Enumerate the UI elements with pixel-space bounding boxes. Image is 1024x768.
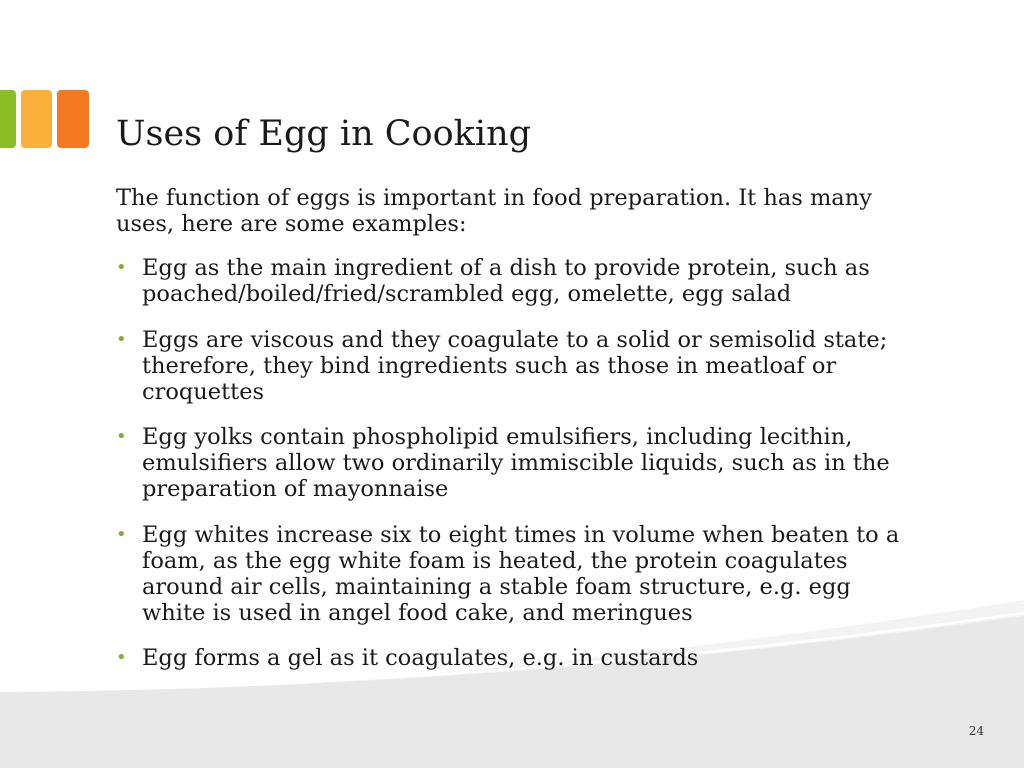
bullet-text: Egg forms a gel as it coagulates, e.g. in custards	[142, 645, 699, 671]
accent-block-yellow	[21, 90, 52, 148]
slide-title: Uses of Egg in Cooking	[116, 114, 532, 154]
page-number: 24	[968, 724, 984, 738]
slide-content	[116, 185, 916, 691]
bullet-item	[116, 327, 916, 405]
accent-block-orange	[57, 90, 89, 148]
bullet-icon: •	[116, 523, 127, 545]
bullet-icon: •	[116, 328, 127, 350]
bullet-icon: •	[116, 257, 127, 278]
bullet-item	[116, 645, 916, 671]
bullet-text: Egg as the main ingredient of a dish to provide protein, such as poached/boiled/fried/scrambled egg, omelette, egg salad	[142, 255, 870, 307]
bullet-icon: •	[116, 426, 127, 447]
bullet-text: Egg whites increase six to eight times in volume when beaten to a foam, as the egg white foam is heated, the protein coagulates around air cells, maintaining a stable foam structure, e.g. egg white is used in angel food cake, and meringues	[142, 521, 900, 626]
bullet-list	[116, 255, 916, 671]
intro-paragraph: The function of eggs is important in food preparation. It has many uses, here are some examples:	[116, 185, 872, 237]
accent-blocks-logo	[0, 90, 92, 148]
bullet-item	[116, 522, 916, 626]
bullet-item	[116, 424, 916, 502]
bullet-text: Eggs are viscous and they coagulate to a solid or semisolid state; therefore, they bind ingredients such as those in meatloaf or croquettes	[142, 326, 888, 405]
bullet-text: Egg yolks contain phospholipid emulsifiers, including lecithin, emulsifiers allow two ordinarily immiscible liquids, such as in the preparation of mayonnaise	[142, 424, 890, 502]
bullet-icon: •	[116, 647, 127, 668]
bullet-item	[116, 255, 916, 307]
accent-block-green	[0, 90, 16, 148]
